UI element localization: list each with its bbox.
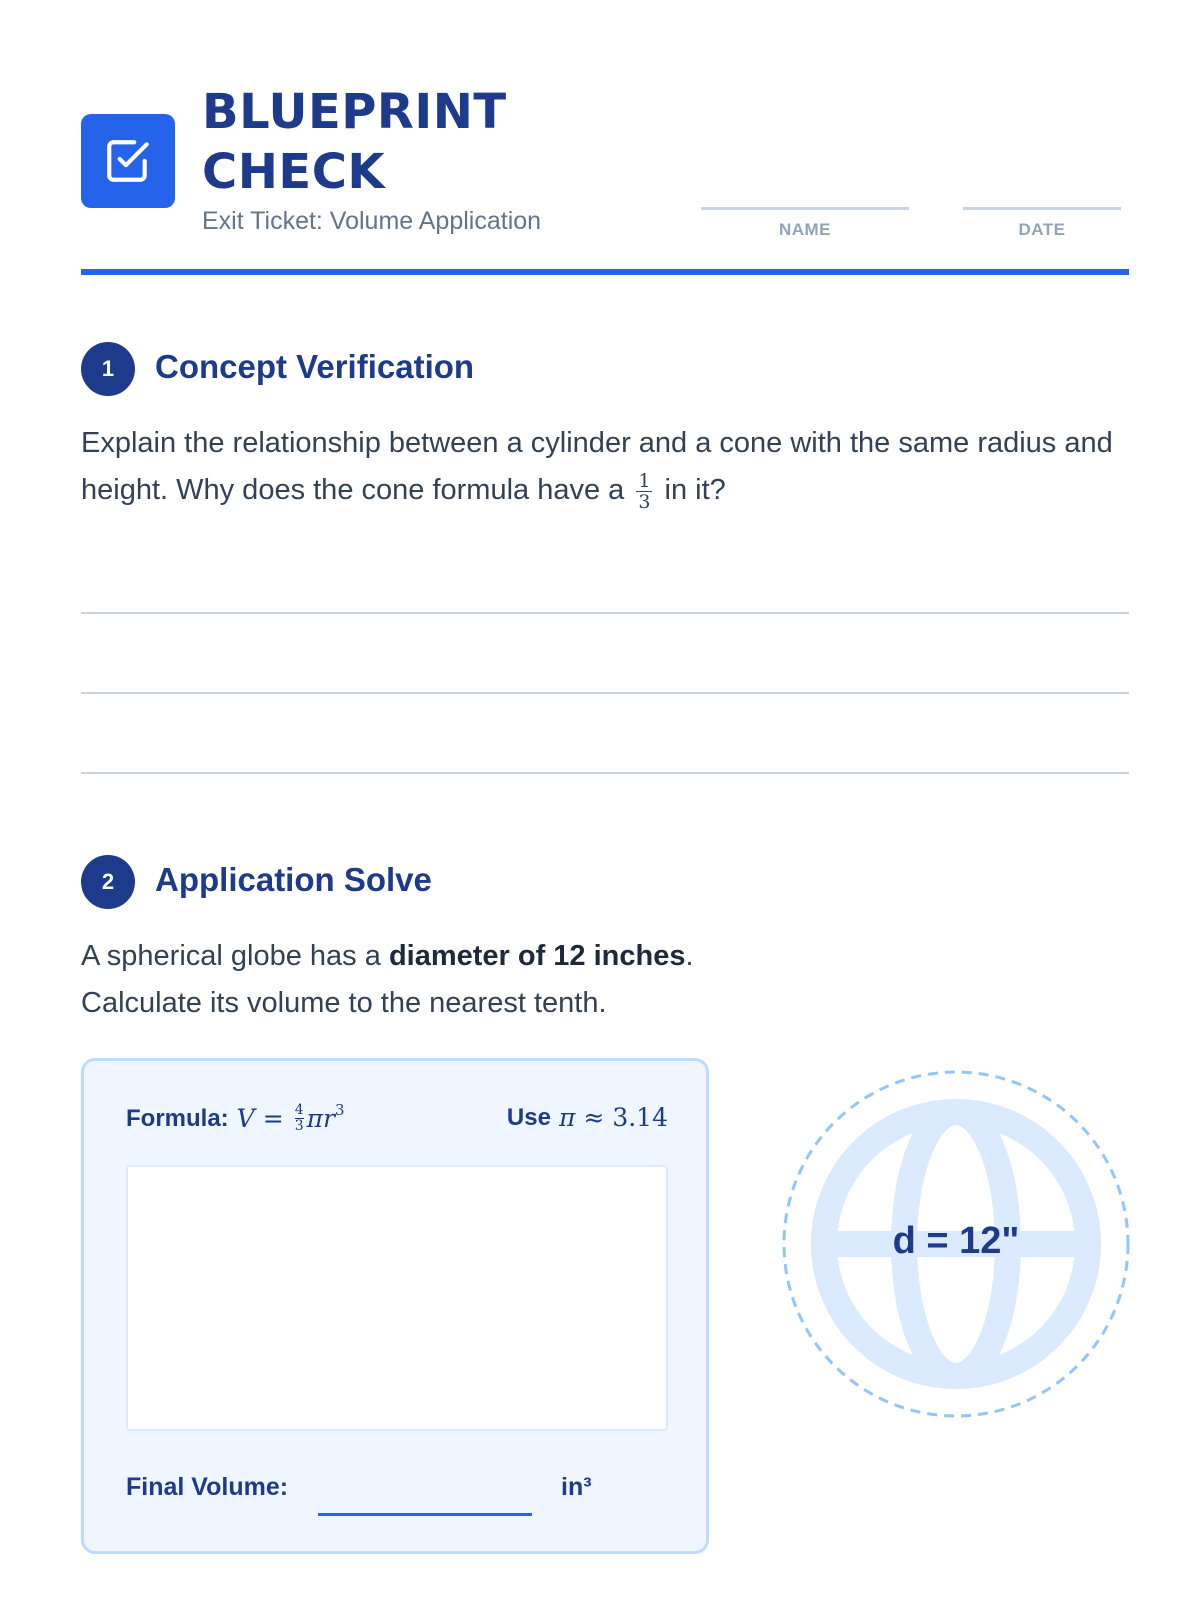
name-label: NAME [778, 220, 832, 239]
prompt-period: . [685, 940, 694, 972]
formula-label: Formula: [126, 1104, 229, 1132]
section-number-2: 2 [81, 855, 135, 909]
fraction-numerator: 1 [638, 469, 651, 492]
formula-fraction [295, 1103, 304, 1134]
checkbox-icon [103, 136, 153, 186]
work-area[interactable] [126, 1165, 668, 1431]
answer-line-1[interactable] [81, 612, 1129, 614]
formula-rhs: πr [306, 1104, 335, 1133]
section-number-1: 1 [81, 342, 135, 396]
prompt-text: A spherical globe has a [81, 940, 389, 972]
globe-diagram [776, 1064, 1136, 1424]
title-line-1: BLUEPRINT [202, 84, 507, 140]
section2-prompt [81, 933, 1129, 1027]
prompt-text: Explain the relationship between a cylinder and a cone with the same radius and height. Why does the cone formula have a [81, 427, 1113, 506]
section-title-1: Concept Verification [155, 348, 475, 385]
formula-fraction-num: 4 [294, 1102, 304, 1118]
answer-box [81, 1058, 709, 1554]
pi-symbol: π [558, 1103, 576, 1132]
date-field[interactable] [963, 207, 1121, 210]
pi-value: 3.14 [612, 1103, 668, 1132]
fraction-denominator: 3 [638, 490, 651, 513]
approx-symbol: ≈ [583, 1103, 605, 1132]
section-title-2: Application Solve [155, 861, 432, 898]
worksheet-page [81, 0, 1129, 1600]
prompt-text-line2: Calculate its volume to the nearest tenth. [81, 987, 607, 1019]
diameter-label: d = 12" [892, 1220, 1020, 1262]
formula-lhs: V [236, 1104, 255, 1133]
pi-label: Use [506, 1103, 551, 1131]
subtitle: Exit Ticket: Volume Application [202, 207, 542, 235]
formula-exponent: 3 [335, 1101, 345, 1119]
name-field[interactable] [701, 207, 909, 210]
one-third-fraction [636, 471, 652, 512]
formula-fraction-den: 3 [294, 1118, 304, 1134]
prompt-emphasis: diameter of 12 inches [388, 940, 686, 972]
formula [126, 1103, 345, 1134]
final-volume-input[interactable] [318, 1513, 532, 1516]
final-volume-label: Final Volume: [126, 1473, 289, 1501]
section1-prompt [81, 420, 1129, 514]
pi-note [507, 1103, 668, 1132]
date-label: DATE [1018, 220, 1066, 239]
prompt-text-end: in it? [664, 474, 726, 506]
logo [81, 114, 175, 208]
header-divider [81, 269, 1129, 275]
title-line-2: CHECK [202, 144, 386, 200]
formula-equals: = [262, 1104, 284, 1133]
answer-line-3[interactable] [81, 772, 1129, 774]
answer-line-2[interactable] [81, 692, 1129, 694]
final-volume-unit: in³ [561, 1473, 592, 1501]
